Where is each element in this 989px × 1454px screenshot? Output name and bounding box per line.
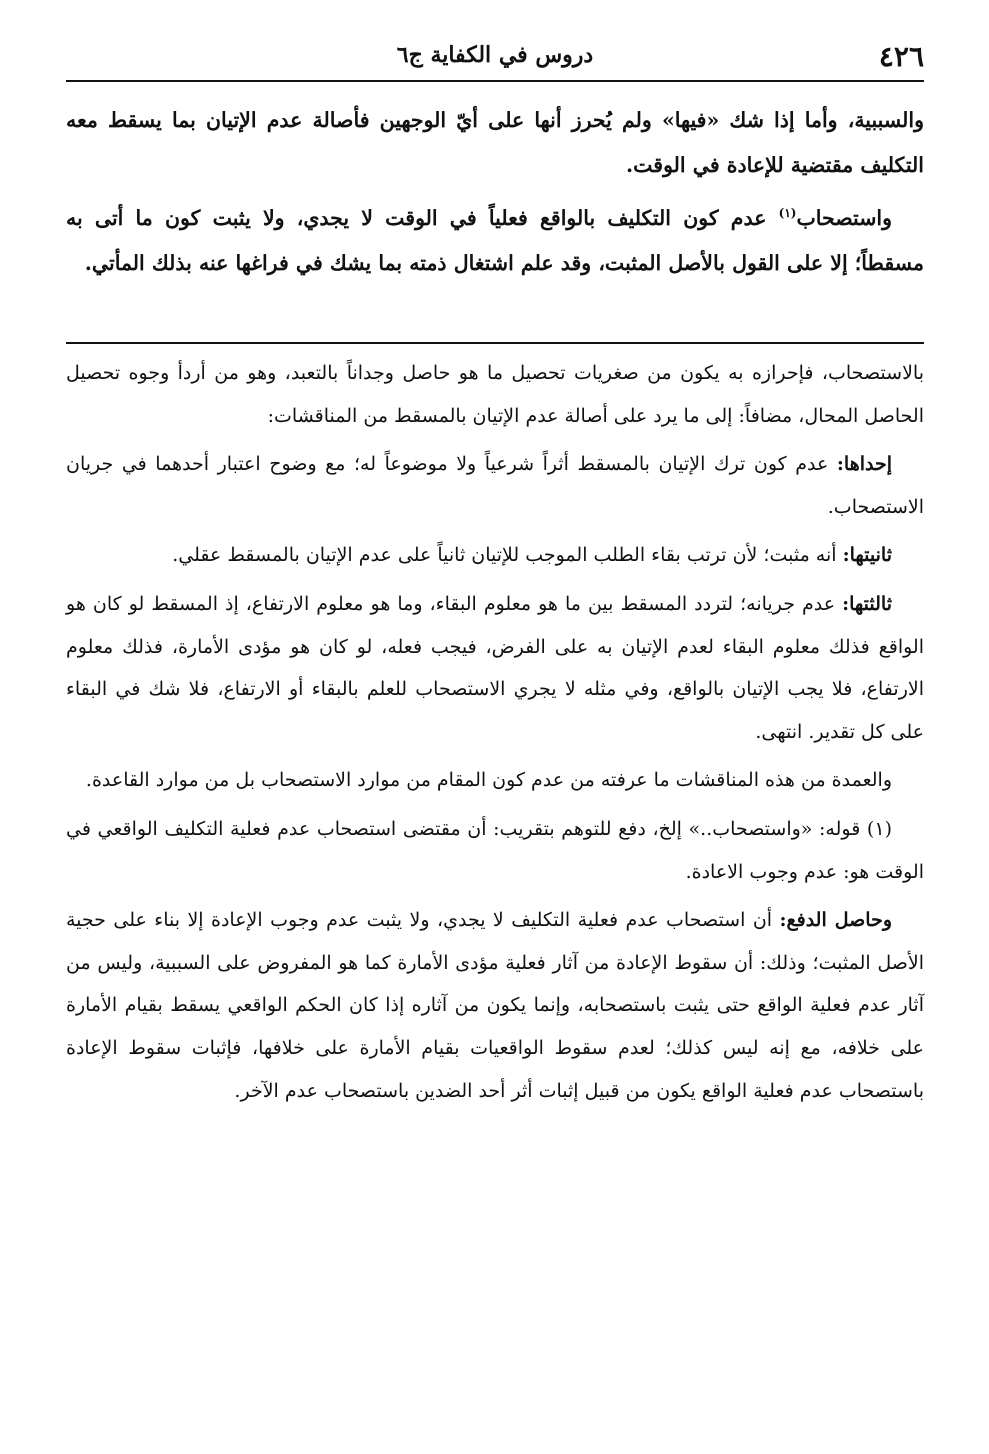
page-number: ٤٢٦ — [878, 40, 924, 73]
page-header — [66, 34, 924, 82]
commentary-text — [66, 352, 924, 1118]
paragraph-lead: ثالثتها: — [842, 592, 892, 615]
commentary-paragraph: بالاستصحاب، فإحرازه به يكون من صغريات تحصيل ما هو حاصل وجداناً بالتعبد، وهو من أردأ وجوه تحصيل الحاصل المحال، مضافاً: إلى ما يرد على أصالة عدم الإتيان بالمسقط من المناقشات: — [66, 362, 924, 427]
paragraph-text: عدم كون ترك الإتيان بالمسقط أثراً شرعياً ولا موضوعاً له؛ مع وضوح اعتبار أحدهما في جريان الاستصحاب. — [66, 453, 924, 518]
main-paragraph-rest: عدم كون التكليف بالواقع فعلياً في الوقت لا يجدي، ولا يثبت كون ما أتى به مسقطاً؛ إلا على القول بالأصل المثبت، وقد علم اشتغال ذمته بما يشك في فراغها عنه بذلك المأتي. — [66, 206, 924, 275]
section-divider — [66, 342, 924, 344]
paragraph-lead: ثانيتها: — [842, 544, 892, 567]
paragraph-text: أن استصحاب عدم فعلية التكليف لا يجدي، ولا يثبت عدم وجوب الإعادة إلا بناء على حجية الأصل المثبت؛ وذلك: أن سقوط الإعادة من آثار فعلية مؤدى الأمارة كما هو المفروض على السببية، وليس من آثار عدم فعلية الواقع حتى يثبت باستصحابه، وإنما يكون من آثاره إذا كان الحكم الواقعي يسقط بقيام الأمارة على خلافه، مع إنه ليس كذلك؛ لعدم سقوط الواقعيات بقيام الأمارة على خلافها، فإثبات سقوط الإعادة باستصحاب عدم فعلية الواقع يكون من قبيل إثبات أثر أحد الضدين باستصحاب عدم الآخر. — [66, 909, 924, 1102]
main-text — [66, 98, 924, 294]
commentary-paragraph — [66, 534, 924, 577]
commentary-paragraph: والعمدة من هذه المناقشات ما عرفته من عدم كون المقام من موارد الاستصحاب بل من موارد القاعدة. — [85, 769, 892, 792]
paragraph-text: أنه مثبت؛ لأن ترتب بقاء الطلب الموجب للإتيان ثانياً على عدم الإتيان بالمسقط عقلي. — [172, 544, 843, 567]
paragraph-lead: إحداها: — [836, 453, 892, 476]
commentary-paragraph — [66, 899, 924, 1112]
main-paragraph-start: واستصحاب — [796, 206, 892, 230]
main-paragraph — [66, 196, 924, 286]
footnote: (١) قوله: «واستصحاب..» إلخ، دفع للتوهم بتقريب: أن مقتضى استصحاب عدم فعلية التكليف الواقعي في الوقت هو: عدم وجوب الاعادة. — [66, 817, 924, 883]
paragraph-text: عدم جريانه؛ لتردد المسقط بين ما هو معلوم البقاء، وما هو معلوم الارتفاع، إذ المسقط لو كان هو الواقع فذلك معلوم البقاء لعدم الإتيان به على الفرض، فيجب فعله، لو كان هو مؤدى الأمارة، فذلك معلوم الارتفاع، فلا يجب الإتيان بالواقع، وفي مثله لا يجري الاستصحاب للعلم بالبقاء أو الارتفاع، فلا شك في البقاء على كل تقدير. انتهى. — [66, 592, 924, 743]
commentary-paragraph — [66, 443, 924, 528]
footnote-marker: (١) — [778, 206, 797, 221]
main-paragraph: والسببية، وأما إذا شك «فيها» ولم يُحرز أنها على أيّ الوجهين فأصالة عدم الإتيان بما يسقط معه التكليف مقتضية للإعادة في الوقت. — [66, 108, 924, 177]
commentary-paragraph — [66, 583, 924, 753]
running-title: دروس في الكفاية ج٦ — [396, 42, 594, 68]
paragraph-lead: وحاصل الدفع: — [779, 909, 892, 932]
